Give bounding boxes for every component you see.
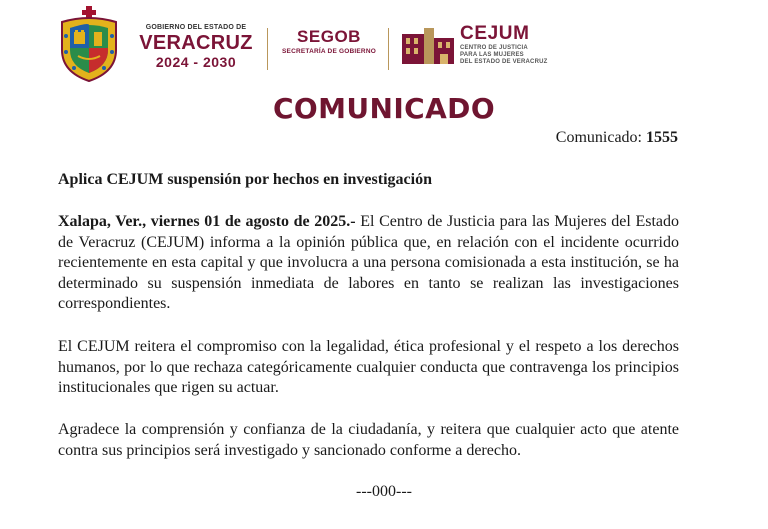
cejum-title: CEJUM: [460, 23, 530, 44]
segob-title: SEGOB: [297, 27, 361, 46]
logo-divider: [267, 28, 268, 70]
logo-divider: [388, 28, 389, 70]
comunicado-value: 1555: [646, 129, 678, 146]
cejum-subtitle-line-2: PARA LAS MUJERES: [460, 51, 524, 58]
dateline: Xalapa, Ver., viernes 01 de agosto de 2025.-: [58, 213, 356, 230]
document-title: Aplica CEJUM suspensión por hechos en investigación: [58, 171, 432, 188]
state-name: VERACRUZ: [139, 32, 253, 54]
paragraph-3: Agradece la comprensión y confianza de la ciudadanía, y reitera que cualquier acto que atente contra sus principios será investigado y sancionado conforme a derecho.: [58, 421, 679, 459]
cejum-subtitle-line-3: DEL ESTADO DE VERACRUZ: [460, 58, 548, 65]
comunicado-number: [556, 129, 678, 147]
gov-line: GOBIERNO DEL ESTADO DE: [145, 24, 247, 31]
segob-subtitle: SECRETARÍA DE GOBIERNO: [282, 48, 376, 55]
cejum-wordmark: [460, 24, 548, 66]
paragraph-1: [58, 212, 679, 315]
cejum-subtitle-line-1: CENTRO DE JUSTICIA: [460, 45, 528, 51]
closing-mark: ---000---: [356, 483, 412, 500]
veracruz-wordmark: [134, 24, 258, 69]
letterhead: [56, 6, 576, 84]
document-banner: COMUNICADO: [272, 92, 496, 125]
comunicado-label: Comunicado:: [555, 129, 642, 146]
paragraph-1-body: El Centro de Justicia para las Mujeres del Estado de Veracruz (CEJUM) informa a la opinión pública que, en relación con el incidente ocurrido recientemente en esta capital y que involucra a una persona comisionada a esta institución, se ha determinado su suspensión inmediata de labores en tanto se realizan las investigaciones correspondientes.: [58, 213, 680, 312]
paragraph-2: El CEJUM reitera el compromiso con la legalidad, ética profesional y el respeto a los derechos humanos, por lo que rechaza categóricamente cualquier conducta que contravenga los principios institucionales que rigen su actuar.: [58, 338, 679, 396]
veracruz-coat-of-arms-logo: [56, 6, 122, 82]
segob-logo: [277, 28, 381, 56]
administration-period: 2024 - 2030: [155, 54, 237, 70]
cejum-building-icon: [402, 28, 454, 64]
